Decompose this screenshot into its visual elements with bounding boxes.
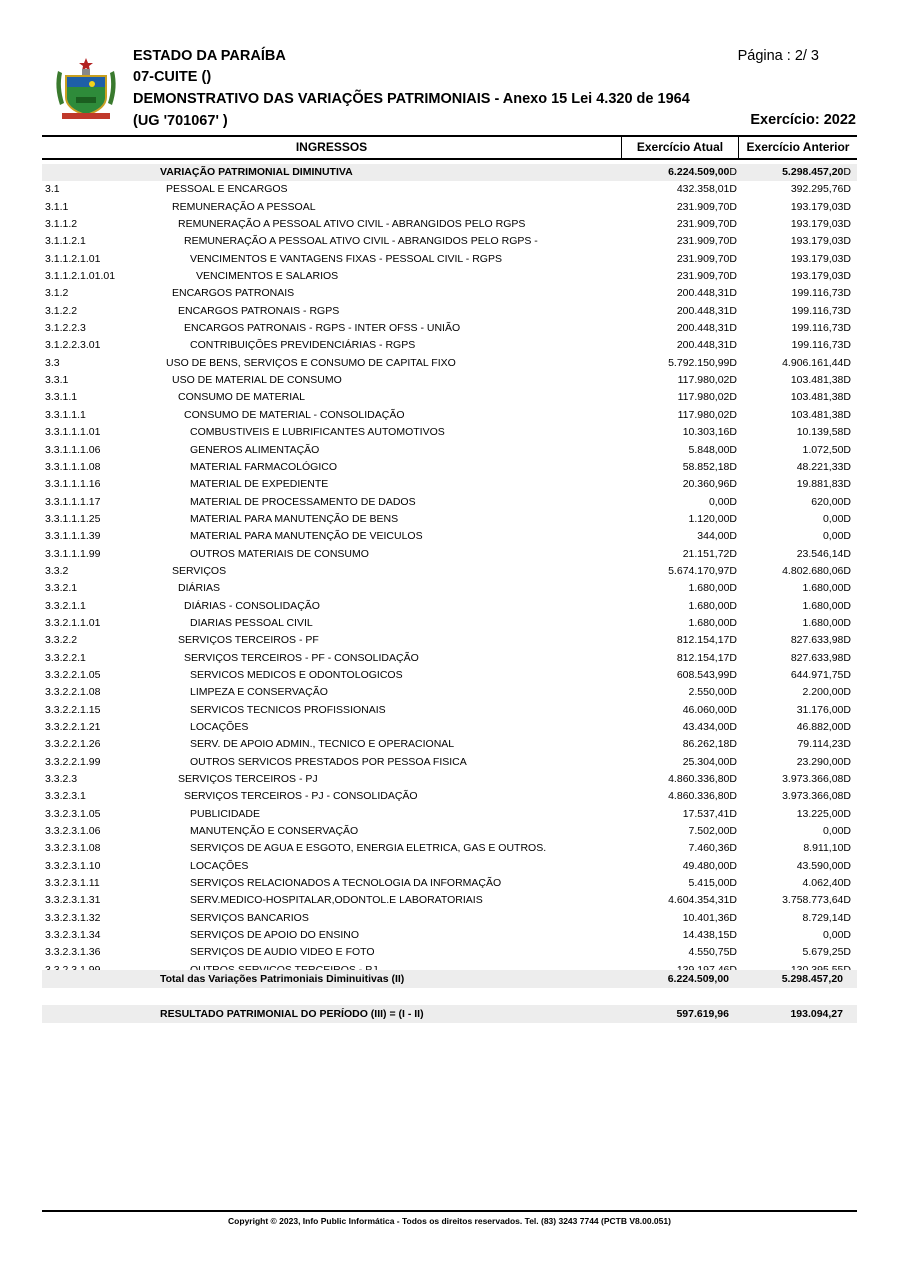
- table-row: [42, 892, 857, 909]
- account-description: GENEROS ALIMENTAÇÃO: [190, 443, 320, 456]
- table-row: [42, 667, 857, 684]
- table-row: [42, 632, 857, 649]
- account-code: 3.1.2.2: [45, 304, 78, 317]
- value-exercicio-atual: 812.154,17D: [676, 651, 737, 664]
- account-code: 3.3.1.1.1: [45, 408, 86, 421]
- value-exercicio-atual: 200.448,31D: [676, 339, 737, 352]
- account-code: 3.3.2.3.1.32: [45, 911, 101, 924]
- table-row: [42, 650, 857, 667]
- table-row: [42, 164, 857, 181]
- table-row: [42, 788, 857, 805]
- value-exercicio-anterior: 31.176,00D: [796, 703, 851, 716]
- account-code: 3.3.2: [45, 564, 69, 577]
- account-code: 3.1.1.2: [45, 218, 78, 231]
- value-exercicio-atual: 200.448,31D: [676, 304, 737, 317]
- report-header: [0, 0, 900, 135]
- account-description: MATERIAL DE PROCESSAMENTO DE DADOS: [190, 495, 416, 508]
- account-code: 3.3.2.3.1.31: [45, 894, 101, 907]
- value-exercicio-anterior: 23.290,00D: [796, 755, 851, 768]
- value-exercicio-anterior: 46.882,00D: [796, 721, 851, 733]
- account-description: SERVIÇOS DE AUDIO VIDEO E FOTO: [190, 946, 375, 959]
- account-description: DIÁRIAS: [178, 582, 221, 595]
- value-exercicio-anterior: 827.633,98D: [790, 634, 851, 647]
- table-body: [42, 164, 857, 979]
- account-code: 3.3.2.3.1.34: [45, 929, 101, 942]
- account-description: MANUTENÇÃO E CONSERVAÇÃO: [190, 825, 359, 838]
- account-code: 3.1.2.2.3: [45, 322, 86, 335]
- account-description: VENCIMENTOS E VANTAGENS FIXAS - PESSOAL CIVIL - RGPS: [190, 252, 502, 265]
- account-description: SERVIÇOS BANCARIOS: [190, 911, 309, 924]
- account-description: SERV. DE APOIO ADMIN., TECNICO E OPERACIONAL: [190, 738, 455, 751]
- table-row: [42, 806, 857, 823]
- account-description: PESSOAL E ENCARGOS: [166, 183, 288, 196]
- account-code: 3.3.2.2.1.05: [45, 668, 101, 681]
- value-exercicio-anterior: 8.729,14D: [802, 911, 851, 924]
- value-exercicio-atual: 117.980,02D: [677, 374, 737, 387]
- account-code: 3.3.2.1.1: [45, 599, 86, 612]
- value-exercicio-anterior: 1.680,00D: [802, 599, 851, 612]
- value-exercicio-atual: 231.909,70D: [676, 270, 737, 283]
- value-exercicio-anterior: 4.906.161,44D: [782, 356, 851, 369]
- table-row: [42, 355, 857, 372]
- account-description: PUBLICIDADE: [190, 807, 261, 820]
- account-description: USO DE BENS, SERVIÇOS E CONSUMO DE CAPITAL FIXO: [166, 356, 456, 369]
- table-row: [42, 684, 857, 701]
- table-row: [42, 407, 857, 424]
- account-code: 3.3.1.1.1.06: [45, 443, 101, 456]
- value-exercicio-anterior: 4.802.680,06D: [782, 564, 851, 577]
- value-exercicio-anterior: 193.179,03D: [790, 270, 851, 283]
- value-exercicio-atual: 231.909,70D: [676, 218, 737, 231]
- account-description: OUTROS SERVICOS PRESTADOS POR PESSOA FISICA: [190, 755, 467, 768]
- table-row: [42, 702, 857, 719]
- value-exercicio-atual: 7.460,36D: [688, 842, 737, 855]
- value-exercicio-anterior: 103.481,38D: [790, 391, 851, 404]
- table-row: [42, 494, 857, 511]
- account-code: 3.1.1.2.1.01: [45, 252, 101, 265]
- table-row: [42, 303, 857, 320]
- value-exercicio-anterior: 193.179,03D: [790, 252, 851, 265]
- value-exercicio-anterior: 644.971,75D: [790, 668, 851, 681]
- table-row: [42, 442, 857, 459]
- table-row: [42, 771, 857, 788]
- value-exercicio-anterior: 193.179,03D: [790, 235, 851, 248]
- account-description: SERVICOS MEDICOS E ODONTOLOGICOS: [190, 668, 403, 681]
- value-exercicio-atual: 25.304,00D: [682, 755, 737, 768]
- table-row: [42, 736, 857, 753]
- value-exercicio-atual: 21.151,72D: [682, 547, 737, 560]
- entity-name: 07-CUITE (): [133, 69, 212, 85]
- value-exercicio-anterior: 43.590,00D: [796, 859, 851, 872]
- table-row: [42, 719, 857, 736]
- page-number: Página : 2/ 3: [737, 48, 819, 64]
- account-description: USO DE MATERIAL DE CONSUMO: [172, 374, 342, 387]
- account-code: 3.3.2.2.1.26: [45, 738, 101, 751]
- value-exercicio-anterior: 0,00D: [822, 512, 851, 525]
- table-row: [42, 615, 857, 632]
- table-row: [42, 216, 857, 233]
- value-exercicio-atual: 2.550,00D: [688, 686, 737, 699]
- account-description: LOCAÇÕES: [190, 721, 249, 733]
- paraiba-coat-of-arms-icon: [52, 57, 120, 123]
- value-exercicio-anterior: 193.179,03D: [790, 218, 851, 231]
- value-exercicio-atual: 1.680,00D: [688, 616, 737, 629]
- account-code: 3.3.1.1.1.39: [45, 530, 101, 543]
- account-code: 3.3.2.2: [45, 634, 78, 647]
- column-header-exercicio-atual: Exercício Atual: [622, 137, 739, 158]
- value-exercicio-atual: 432.358,01D: [676, 183, 737, 196]
- column-header-exercicio-anterior: Exercício Anterior: [746, 140, 850, 154]
- table-row: [42, 528, 857, 545]
- value-exercicio-anterior: 79.114,23D: [797, 738, 851, 751]
- table-row: [42, 268, 857, 285]
- table-header: [42, 135, 857, 160]
- value-exercicio-anterior: 1.680,00D: [802, 582, 851, 595]
- account-code: 3.3.2.3.1.05: [45, 807, 101, 820]
- fiscal-year: Exercício: 2022: [750, 112, 856, 128]
- value-exercicio-atual: 7.502,00D: [688, 825, 737, 838]
- value-exercicio-anterior: 1.680,00D: [802, 616, 851, 629]
- value-exercicio-anterior: 392.295,76D: [790, 183, 851, 196]
- account-code: 3.3.2.3.1: [45, 790, 86, 803]
- value-exercicio-anterior: 0,00D: [822, 929, 851, 942]
- account-code: 3.3.2.3.1.10: [45, 859, 101, 872]
- account-code: 3.3.2.2.1.99: [45, 755, 101, 768]
- account-description: SERVIÇOS DE APOIO DO ENSINO: [190, 929, 360, 942]
- value-exercicio-atual: 1.120,00D: [688, 512, 737, 525]
- value-exercicio-atual: 200.448,31D: [676, 287, 737, 300]
- value-exercicio-anterior: 193.179,03D: [790, 200, 851, 213]
- account-description: ENCARGOS PATRONAIS - RGPS: [178, 304, 340, 317]
- value-exercicio-atual: 1.680,00D: [688, 582, 737, 595]
- value-exercicio-anterior: 827.633,98D: [790, 651, 851, 664]
- account-description: MATERIAL DE EXPEDIENTE: [190, 478, 329, 491]
- value-exercicio-atual: 4.550,75D: [688, 946, 737, 959]
- value-exercicio-atual: 4.860.336,80D: [668, 790, 737, 803]
- account-code: 3.3.2.3.1.06: [45, 825, 101, 838]
- table-row: [42, 424, 857, 441]
- value-exercicio-atual: 86.262,18D: [682, 738, 737, 751]
- value-exercicio-atual: 43.434,00D: [682, 721, 737, 733]
- account-description: VARIAÇÃO PATRIMONIAL DIMINUTIVA: [160, 166, 353, 178]
- table-row: [42, 389, 857, 406]
- value-exercicio-atual: 6.224.509,00D: [668, 166, 737, 178]
- value-exercicio-anterior: 5.298.457,20D: [782, 166, 851, 178]
- result-label: RESULTADO PATRIMONIAL DO PERÍODO (III) = (I - II): [160, 1008, 424, 1020]
- total-anterior: 5.298.457,20: [781, 973, 843, 985]
- value-exercicio-anterior: 199.116,73D: [791, 304, 851, 317]
- table-row: [42, 580, 857, 597]
- account-code: 3.3.2.3.1.36: [45, 946, 101, 959]
- account-description: REMUNERAÇÃO A PESSOAL ATIVO CIVIL - ABRANGIDOS PELO RGPS: [178, 218, 526, 231]
- value-exercicio-anterior: 4.062,40D: [802, 877, 851, 890]
- value-exercicio-anterior: 5.679,25D: [802, 946, 851, 959]
- account-code: 3.1.2.2.3.01: [45, 339, 101, 352]
- account-description: SERVIÇOS TERCEIROS - PF - CONSOLIDAÇÃO: [184, 651, 419, 664]
- value-exercicio-anterior: 620,00D: [811, 495, 851, 508]
- account-code: 3.3.1.1.1.16: [45, 478, 101, 491]
- account-description: COMBUSTIVEIS E LUBRIFICANTES AUTOMOTIVOS: [190, 426, 445, 439]
- account-description: SERVIÇOS TERCEIROS - PJ - CONSOLIDAÇÃO: [184, 790, 418, 803]
- ug-code: (UG '701067' ): [133, 113, 228, 129]
- table-row: [42, 199, 857, 216]
- account-description: SERVIÇOS TERCEIROS - PF: [178, 634, 319, 647]
- value-exercicio-atual: 5.674.170,97D: [668, 564, 737, 577]
- value-exercicio-anterior: 23.546,14D: [796, 547, 851, 560]
- value-exercicio-anterior: 0,00D: [822, 825, 851, 838]
- account-description: SERVIÇOS: [172, 564, 227, 577]
- value-exercicio-atual: 14.438,15D: [682, 929, 737, 942]
- account-code: 3.3.2.1.1.01: [45, 616, 101, 629]
- account-code: 3.3.1.1.1.01: [45, 426, 101, 439]
- account-description: MATERIAL PARA MANUTENÇÃO DE VEICULOS: [190, 530, 423, 543]
- table-row: [42, 546, 857, 563]
- account-code: 3.3.1.1.1.99: [45, 547, 101, 560]
- value-exercicio-atual: 17.537,41D: [682, 807, 737, 820]
- account-description: CONSUMO DE MATERIAL - CONSOLIDAÇÃO: [184, 408, 405, 421]
- account-code: 3.3.2.1: [45, 582, 78, 595]
- total-atual: 6.224.509,00: [667, 973, 729, 985]
- value-exercicio-anterior: 199.116,73D: [791, 339, 851, 352]
- table-row: [42, 251, 857, 268]
- table-row: [42, 233, 857, 250]
- value-exercicio-atual: 0,00D: [708, 495, 737, 508]
- value-exercicio-atual: 344,00D: [697, 530, 737, 543]
- account-code: 3.3.1.1: [45, 391, 78, 404]
- value-exercicio-atual: 231.909,70D: [676, 200, 737, 213]
- table-row: [42, 754, 857, 771]
- value-exercicio-atual: 10.401,36D: [682, 911, 737, 924]
- value-exercicio-atual: 231.909,70D: [676, 252, 737, 265]
- value-exercicio-anterior: 103.481,38D: [790, 374, 851, 387]
- value-exercicio-anterior: 3.973.366,08D: [782, 790, 851, 803]
- account-code: 3.1.1.2.1: [45, 235, 86, 248]
- account-description: VENCIMENTOS E SALARIOS: [196, 270, 339, 283]
- account-description: ENCARGOS PATRONAIS - RGPS - INTER OFSS - UNIÃO: [184, 322, 461, 335]
- value-exercicio-atual: 4.860.336,80D: [668, 773, 737, 786]
- table-row: [42, 910, 857, 927]
- value-exercicio-atual: 812.154,17D: [676, 634, 737, 647]
- value-exercicio-atual: 5.415,00D: [688, 877, 737, 890]
- footer-copyright: Copyright © 2023, Info Public Informática - Todos os direitos reservados. Tel. (83) 3243 7744 (PCTB V8.00.051): [228, 1216, 671, 1226]
- value-exercicio-atual: 608.543,99D: [676, 668, 737, 681]
- result-atual: 597.619,96: [676, 1008, 729, 1020]
- value-exercicio-anterior: 3.758.773,64D: [782, 894, 851, 907]
- table-row: [42, 563, 857, 580]
- table-row: [42, 823, 857, 840]
- table-row: [42, 840, 857, 857]
- table-row: [42, 320, 857, 337]
- value-exercicio-anterior: 10.139,58D: [796, 426, 851, 439]
- account-code: 3.1.1: [45, 200, 69, 213]
- value-exercicio-atual: 117.980,02D: [677, 408, 737, 421]
- account-description: REMUNERAÇÃO A PESSOAL: [172, 200, 316, 213]
- account-code: 3.3.1.1.1.08: [45, 460, 101, 473]
- column-header-ingressos: INGRESSOS: [42, 137, 622, 158]
- account-code: 3.3.1: [45, 374, 69, 387]
- value-exercicio-anterior: 0,00D: [822, 530, 851, 543]
- value-exercicio-atual: 20.360,96D: [682, 478, 737, 491]
- account-description: DIARIAS PESSOAL CIVIL: [190, 616, 313, 629]
- account-code: 3.3.1.1.1.25: [45, 512, 101, 525]
- value-exercicio-anterior: 8.911,10D: [803, 842, 851, 855]
- table-row: [42, 181, 857, 198]
- value-exercicio-atual: 1.680,00D: [688, 599, 737, 612]
- account-code: 3.3.2.2.1.15: [45, 703, 101, 716]
- result-row: [42, 1005, 857, 1023]
- value-exercicio-anterior: 13.225,00D: [796, 807, 851, 820]
- account-description: SERVIÇOS TERCEIROS - PJ: [178, 773, 318, 786]
- account-code: 3.1.2: [45, 287, 69, 300]
- table-row: [42, 511, 857, 528]
- account-code: 3.3.2.3.1.11: [45, 877, 100, 890]
- table-row: [42, 285, 857, 302]
- value-exercicio-anterior: 48.221,33D: [796, 460, 851, 473]
- account-code: 3.1.1.2.1.01.01: [45, 270, 116, 283]
- account-code: 3.3.2.2.1: [45, 651, 86, 664]
- value-exercicio-anterior: 1.072,50D: [802, 443, 851, 456]
- value-exercicio-atual: 117.980,02D: [677, 391, 737, 404]
- table-row: [42, 337, 857, 354]
- value-exercicio-anterior: 103.481,38D: [790, 408, 851, 421]
- result-anterior: 193.094,27: [790, 1008, 843, 1020]
- value-exercicio-atual: 200.448,31D: [676, 322, 737, 335]
- account-description: REMUNERAÇÃO A PESSOAL ATIVO CIVIL - ABRANGIDOS PELO RGPS -: [184, 235, 538, 248]
- account-code: 3.3.1.1.1.17: [45, 495, 101, 508]
- account-description: MATERIAL FARMACOLÓGICO: [190, 460, 338, 473]
- account-code: 3.1: [45, 183, 60, 196]
- table-row: [42, 476, 857, 493]
- table-row: [42, 372, 857, 389]
- table-row: [42, 858, 857, 875]
- account-description: CONSUMO DE MATERIAL: [178, 391, 305, 404]
- value-exercicio-anterior: 199.116,73D: [791, 322, 851, 335]
- value-exercicio-anterior: 3.973.366,08D: [782, 773, 851, 786]
- table-row: [42, 459, 857, 476]
- account-description: MATERIAL PARA MANUTENÇÃO DE BENS: [190, 512, 399, 525]
- account-description: LOCAÇÕES: [190, 859, 249, 872]
- account-description: SERVIÇOS DE AGUA E ESGOTO, ENERGIA ELETRICA, GAS E OUTROS.: [190, 842, 547, 855]
- account-description: SERVIÇOS RELACIONADOS A TECNOLOGIA DA INFORMAÇÃO: [190, 877, 502, 890]
- value-exercicio-anterior: 19.881,83D: [796, 478, 851, 491]
- account-description: ENCARGOS PATRONAIS: [172, 287, 295, 300]
- total-row: [42, 970, 857, 988]
- total-label: Total das Variações Patrimoniais Diminuitivas (II): [160, 973, 405, 985]
- account-code: 3.3: [45, 356, 60, 369]
- value-exercicio-anterior: 199.116,73D: [791, 287, 851, 300]
- value-exercicio-atual: 5.792.150,99D: [668, 356, 737, 369]
- value-exercicio-atual: 4.604.354,31D: [668, 894, 737, 907]
- account-code: 3.3.2.2.1.21: [45, 721, 101, 733]
- account-description: SERV.MEDICO-HOSPITALAR,ODONTOL.E LABORATORIAIS: [190, 894, 483, 907]
- table-row: [42, 944, 857, 961]
- value-exercicio-atual: 49.480,00D: [682, 859, 737, 872]
- value-exercicio-anterior: 2.200,00D: [802, 686, 851, 699]
- value-exercicio-atual: 231.909,70D: [676, 235, 737, 248]
- report-title: DEMONSTRATIVO DAS VARIAÇÕES PATRIMONIAIS - Anexo 15 Lei 4.320 de 1964: [133, 91, 690, 107]
- account-description: CONTRIBUIÇÕES PREVIDENCIÁRIAS - RGPS: [190, 339, 416, 352]
- account-code: 3.3.2.2.1.08: [45, 686, 101, 699]
- value-exercicio-atual: 10.303,16D: [682, 426, 737, 439]
- account-description: DIÁRIAS - CONSOLIDAÇÃO: [184, 599, 320, 612]
- account-description: SERVICOS TECNICOS PROFISSIONAIS: [190, 703, 386, 716]
- value-exercicio-atual: 46.060,00D: [682, 703, 737, 716]
- footer-divider: [42, 1210, 857, 1212]
- value-exercicio-atual: 5.848,00D: [688, 443, 737, 456]
- account-description: OUTROS MATERIAIS DE CONSUMO: [190, 547, 369, 560]
- account-code: 3.3.2.3.1.08: [45, 842, 101, 855]
- table-row: [42, 927, 857, 944]
- account-code: 3.3.2.3: [45, 773, 78, 786]
- table-row: [42, 598, 857, 615]
- account-description: LIMPEZA E CONSERVAÇÃO: [190, 686, 328, 699]
- state-name: ESTADO DA PARAÍBA: [133, 48, 286, 64]
- value-exercicio-atual: 58.852,18D: [682, 460, 737, 473]
- table-row: [42, 875, 857, 892]
